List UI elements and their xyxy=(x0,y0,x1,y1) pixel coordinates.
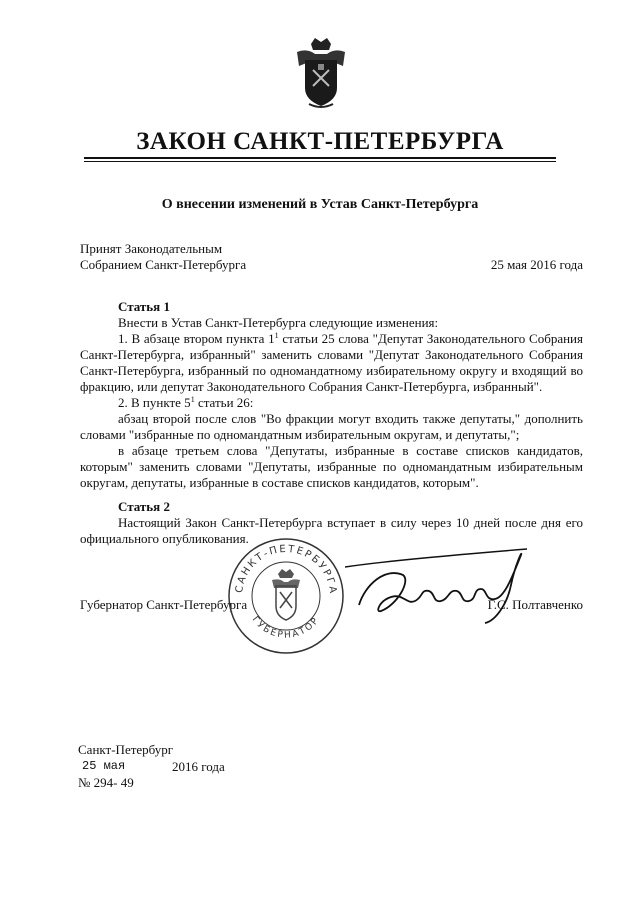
article-1-heading: Статья 1 xyxy=(118,299,170,314)
governor-name: Г.С. Полтавченко xyxy=(487,597,583,612)
coat-of-arms-icon xyxy=(293,38,349,110)
article-1-item-1-line-2: Санкт-Петербурга, избранный" заменить словами "Депутат Законодательного Собрания xyxy=(80,347,583,362)
article-2-line-2: официального опубликования. xyxy=(80,531,249,546)
seal-top-text: САНКТ-ПЕТЕРБУРГА xyxy=(233,543,339,596)
adopted-line-2: Собранием Санкт-Петербурга xyxy=(80,257,247,272)
article-2-line-1: Настоящий Закон Санкт-Петербурга вступает в силу через 10 дней после дня его xyxy=(118,515,583,530)
adopted-date: 25 мая 2016 года xyxy=(490,257,583,272)
title-rule-thin xyxy=(84,161,556,162)
footer-date-day-month: 25 мая xyxy=(82,759,126,773)
article-1-item-2a-line-1: абзац второй после слов "Во фракции могут входить также депутаты," дополнить xyxy=(118,411,583,426)
law-subtitle: О внесении изменений в Устав Санкт-Петербурга xyxy=(161,197,479,212)
governor-label: Губернатор Санкт-Петербурга xyxy=(80,597,248,612)
article-1-item-2: 2. В пункте $5^1$ статьи 26: xyxy=(118,395,254,410)
article-1-item-1-line-1: 1. В абзаце втором пункта $1^1$ статьи 25 слова "Депутат Законодательного Собрания xyxy=(118,331,583,346)
governor-seal-icon xyxy=(226,536,346,656)
footer-number: № 294- 49 xyxy=(78,775,134,790)
article-1-item-2b-line-2: которым" заменить словами "Депутаты, избранные по одномандатным избирательным xyxy=(80,459,583,474)
law-title: ЗАКОН САНКТ-ПЕТЕРБУРГА xyxy=(136,128,504,155)
article-2-heading: Статья 2 xyxy=(118,499,170,514)
seal-bottom-text: ГУБЕРНАТОР xyxy=(249,614,322,641)
article-1-intro: Внести в Устав Санкт-Петербурга следующие изменения: xyxy=(118,315,439,330)
article-1-item-2b-line-3: округам, депутаты, избранные в составе списков кандидатов, которым". xyxy=(80,475,479,490)
article-1-item-1-line-4: фракцию, или депутат Законодательного Собрания Санкт-Петербурга, избранный". xyxy=(80,379,543,394)
title-rule-thick xyxy=(84,157,556,159)
article-1-item-2b-line-1: в абзаце третьем слова "Депутаты, избранные в составе списков кандидатов, xyxy=(118,443,583,458)
article-1-item-1-line-3: Санкт-Петербурга, избранный по одномандатному избирательному округу и входящий во xyxy=(80,363,583,378)
article-1-item-2a-line-2: словами "избранные по одномандатным избирательным округам, и депутаты,"; xyxy=(80,427,520,442)
footer-city: Санкт-Петербург xyxy=(78,742,174,757)
adopted-line-1: Принят Законодательным xyxy=(80,241,223,256)
handwritten-signature xyxy=(345,545,530,630)
footer-date-year: 2016 года xyxy=(172,759,225,774)
